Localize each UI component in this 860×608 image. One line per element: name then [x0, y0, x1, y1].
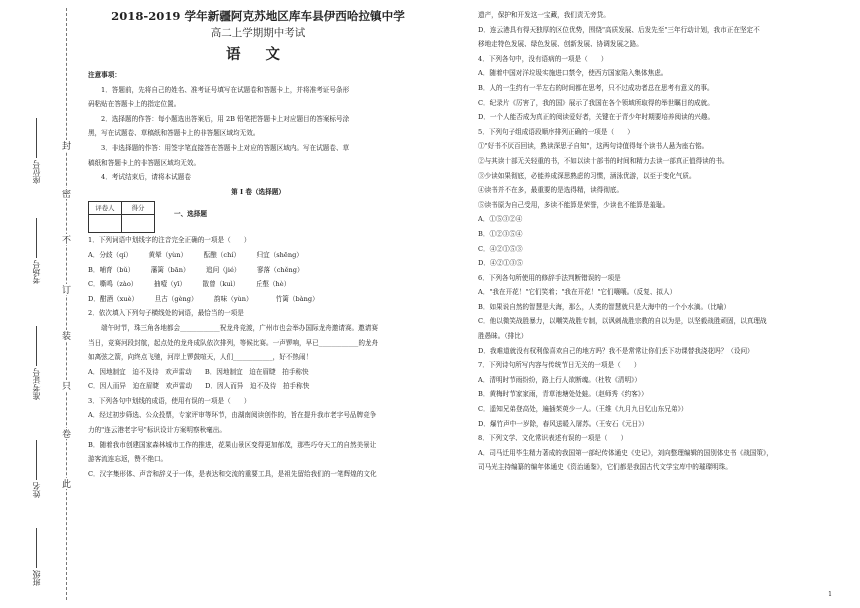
field-label: 考场号 [32, 260, 41, 284]
field-label: 姓名 [32, 482, 41, 498]
question-line: 7．下列诗句所写内容与传统节日无关的一项是（ ） [478, 361, 641, 370]
question-line: C．纪录片《厉害了，我的国》展示了我国在各个领域所取得的举世瞩目的成就。 [478, 98, 714, 107]
question-line: 5．下列句子组成语段顺序排列正确的一项是（ ） [478, 127, 634, 136]
question-line: B．人的一生约有一半左右的时间都在思考，只不过成功者总在思考有意义的事。 [478, 83, 714, 92]
left-column [88, 8, 428, 481]
notice-line: 稿纸和答题卡上的非答题区域均无效。 [88, 158, 201, 167]
question-line: 胜愚昧。（排比） [478, 332, 528, 341]
notice-line: 3．非选择题的作答：用签字笔直接答在答题卡上对应的答题区域内。写在试题卷、草 [101, 143, 350, 152]
question-line: ①"好书不厌百回读，熟读深思子自知"，这两句诗值得每个读书人悬为座右铭。 [478, 142, 709, 151]
question-line: 1．下列词语中划线字的注音完全正确的一项是（ ） [88, 236, 251, 245]
cut-line [66, 8, 67, 600]
question-line: A．司马迁用毕生精力著成的我国第一部纪传体通史《史记》，刘向整理编辑的国别体史书《战国策》， [478, 448, 773, 457]
page-number: 1 [828, 591, 832, 598]
question-line: C．遥知兄弟登高处，遍插茱萸少一人。（王维《九月九日忆山东兄弟》） [478, 405, 688, 414]
question-line: A．经过初步筛选、公众投票，专家评审等环节，由湖南阅读创作的，旨在提升我市老字号品牌竞争 [88, 411, 377, 420]
admission-number-field [32, 326, 41, 400]
part-title: 第 I 卷（选择题） [231, 187, 285, 196]
seal-char: 订 [60, 285, 70, 294]
notice-line: 黑，写在试题卷、草稿纸和答题卡上的非答题区域均无效。 [88, 129, 260, 138]
notice-heading: 注意事项： [88, 71, 121, 79]
question-line: C．他以微笑战胜暴力，以嘲笑战胜专制，以讽刺战胜宗教的自以为是，以坚毅战胜顽固，以真理战 [478, 317, 767, 326]
exam-subtitle: 高二上学期期中考试 [210, 27, 306, 39]
question-line: 当日，竞赛河段封航，起点处的龙舟成队依次排列，等候比赛。一声锣响，早已____________的龙舟 [88, 338, 379, 347]
question-line: 力的"连云港老字号"标识设计方案明察秋毫出。 [88, 426, 226, 435]
field-label: 班级 [32, 570, 41, 586]
question-line: B．哺育（bǔ） 藩篱（bān） 追问（jié） 寥落（chěng） [88, 265, 304, 274]
seal-char: 卷 [60, 429, 70, 438]
question-line: A．①⑤③②④ [478, 215, 523, 224]
notice-line: 码粘贴在答题卡上的指定位置。 [88, 100, 181, 109]
question-line: D．我难道就没有权利像喜欢自己的地方吗？我不是常常让你们丢下功课替我浇花吗？（设问） [478, 346, 754, 355]
seat-number-field [32, 118, 41, 184]
question-line: ③少读如果彻底，必能养成深思熟虑的习惯，涵泳优游，以至于变化气质。 [478, 171, 696, 180]
question-line: C．汉字集形体、声音和辞义于一体，是表达和交流的重要工具，是祖先留给我们的一笔辉煌的文化 [88, 469, 377, 478]
score-area [88, 199, 428, 233]
question-line: 8．下列文学、文化常识表述有误的一项是（ ） [478, 434, 628, 443]
question-line: D．爆竹声中一岁除，春风送暖入屠苏。（王安石《元日》） [478, 419, 649, 428]
question-line: A．"我在开花！"它们笑着；"我在开花！"它们嚷嚷。（反复、拟人） [478, 288, 677, 297]
question-line: A．随着中国对洋垃圾实施进口禁令，使西方国家陷入集体焦虑。 [478, 69, 668, 78]
score-cell [122, 215, 155, 233]
question-line: A．清明时节雨纷纷，路上行人欲断魂。（杜牧《清明》） [478, 375, 642, 384]
notice-line: 2．选择题的作答：每小题选出答案后，用 2B 铅笔把答题卡上对应题目的答案标号涂 [101, 114, 350, 123]
name-field [32, 440, 41, 498]
question-line: B．如果说自然的智慧是大海，那么，人类的智慧就只是大海中的一个小水滴。（比喻） [478, 302, 731, 311]
question-line: 移地走特色发展、绿色发展、创新发展、协调发展之路。 [478, 40, 643, 49]
score-header: 得分 [122, 202, 155, 215]
subject-title: 语 文 [225, 46, 291, 63]
question-line: ⑤读书原为自己受用，多读不能算是荣誉，少读也不能算是羞耻。 [478, 200, 670, 209]
question-line: C．因人而异 迫在眉睫 欢声雷动 D．因人而异 迫不及待 拍手称快 [88, 382, 310, 391]
question-line: ④读书并不在多，最重要的是选得精，读得彻底。 [478, 186, 624, 195]
question-line: B．①②③⑤④ [478, 229, 523, 238]
question-line: D．一个人能否成为真正的阅读爱好者，关键在于青少年时期要培养阅读的兴趣。 [478, 113, 715, 122]
question-line: C．嘶鸣（zào） 抽噎（yī） 散曾（kuì） 丘壑（hè） [88, 280, 291, 289]
score-table [88, 201, 155, 233]
question-line: 6．下列各句所使用的修辞手法判断错误的一项是 [478, 273, 621, 282]
right-column [478, 8, 842, 475]
question-line: 端午时节，珠三角各地都会____________祝龙舟竞渡，广州市也会举办国际龙舟邀请赛。邀请赛 [101, 323, 378, 332]
class-field [32, 528, 41, 586]
seal-char: 密 [60, 189, 70, 198]
field-label: 准考证号 [32, 368, 41, 400]
grader-cell [89, 215, 122, 233]
notice-line: 1．答题前，先将自己的姓名、准考证号填写在试题卷和答题卡上，并将准考证号条形 [101, 85, 350, 94]
question-line: A．因地制宜 迫不及待 欢声雷动 B．因地制宜 迫在眉睫 拍手称快 [88, 367, 309, 376]
question-line: 2．依次填入下列句子横线处的词语，最恰当的一项是 [88, 309, 244, 318]
question-line: C．④②①⑤③ [478, 244, 523, 253]
question-line: D．④②①③⑤ [478, 259, 523, 268]
question-line: A．分歧（qí） 黄晕（yùn） 酝酿（chí） 归宜（shēng） [88, 250, 303, 259]
section-heading: 一、选择题 [174, 210, 207, 219]
grader-header: 评卷人 [89, 202, 122, 215]
seal-char: 装 [60, 331, 70, 340]
field-label: 座位号 [32, 160, 41, 184]
seal-char: 封 [60, 141, 70, 150]
question-line: ②与其读十部无关轻重的书，不如以读十部书的时间和精力去读一部真正值得读的书。 [478, 156, 729, 165]
question-line: 司马光主持编纂的编年体通史《资治通鉴》，它们都是我国古代文学宝库中的璀璨明珠。 [478, 463, 732, 472]
seal-char: 不 [60, 235, 70, 244]
question-line: D．连云港具有得天独厚的区位优势，围绕"高质发展、后发先至"三年行动计划，我市正在坚定不 [478, 25, 760, 34]
question-line: 4．下列各句中，没有语病的一项是（ ） [478, 54, 608, 63]
exam-title: 2018-2019 学年新疆阿克苏地区库车县伊西哈拉镇中学 [111, 9, 405, 23]
question-line: 如离弦之箭，向终点飞驰，河岸上锣鼓喧天，人们____________，好不热闹！ [88, 353, 313, 362]
question-line: B．随着我市创建国家森林城市工作的推进，花果山景区变得更加郁茂，那些巧夺天工的自然美景让 [88, 440, 377, 449]
question-line: D．酣酒（xuè） 旦古（gèng） 韵味（yùn） 竹篱（bàng） [88, 294, 319, 303]
binding-margin [0, 0, 82, 608]
seal-char: 只 [60, 381, 70, 390]
seal-char: 此 [60, 479, 70, 488]
notice-line: 4．考试结束后，请将本试题卷 [101, 173, 191, 182]
question-line: 遗产，保护和开发这一宝藏，我们责无旁贷。 [478, 11, 610, 19]
question-line: B．黄梅时节家家雨，青草池塘处处蛙。（赵师秀《约客》） [478, 390, 648, 399]
question-line: 游客流连忘返，赞不绝口。 [88, 455, 168, 464]
question-line: 3．下列各句中划线的成语，使用有误的一项是（ ） [88, 396, 251, 405]
exam-room-field [32, 218, 41, 284]
